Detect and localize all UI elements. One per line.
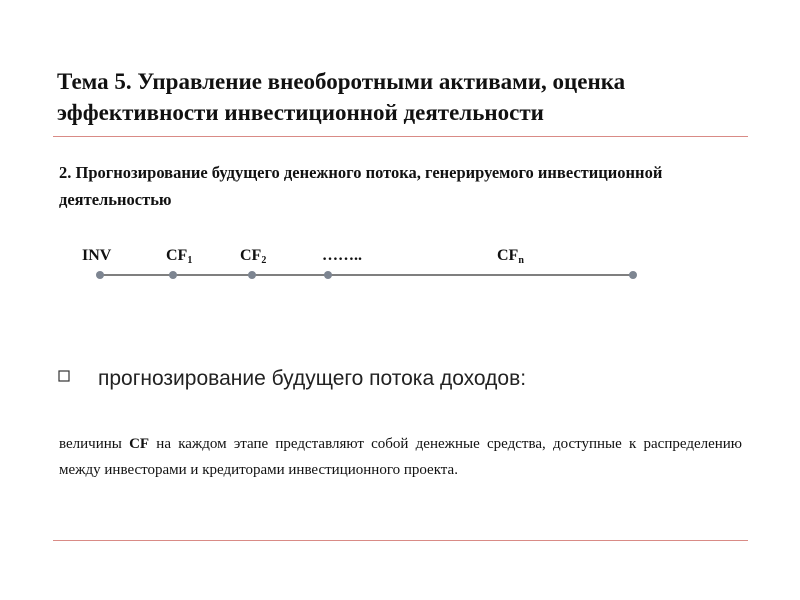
bullet-text: прогнозирование будущего потока доходов: — [98, 367, 527, 390]
hollow-square-bullet-icon — [58, 370, 70, 382]
timeline-point-dots — [324, 271, 332, 279]
footer-divider — [53, 540, 748, 541]
bullet-item — [58, 364, 758, 398]
description-paragraph: величины CF на каждом этапе представляют собой денежные средства, доступные к распределению между инвесторами и кредиторами инвестиционного проекта. — [59, 436, 743, 478]
timeline-label-ellipsis: …….. — [322, 247, 362, 264]
timeline-point-cf2 — [248, 271, 256, 279]
cf-term: CF — [129, 436, 150, 452]
timeline-label-inv: INV — [82, 247, 112, 264]
slide-title: Тема 5. Управление внеоборотными активами, оценка эффективности инвестиционной деятельности — [57, 69, 626, 125]
timeline-point-cfn — [629, 271, 637, 279]
timeline-point-cf1 — [169, 271, 177, 279]
timeline-label-cf1: $CF_1$ — [166, 247, 193, 266]
timeline-label-cf2: $CF_2$ — [240, 247, 267, 266]
timeline-point-inv — [96, 271, 104, 279]
timeline-label-cfn: $CF_n$ — [497, 247, 524, 266]
section-subtitle: 2. Прогнозирование будущего денежного потока, генерируемого инвестиционной деятельностью — [59, 163, 663, 209]
